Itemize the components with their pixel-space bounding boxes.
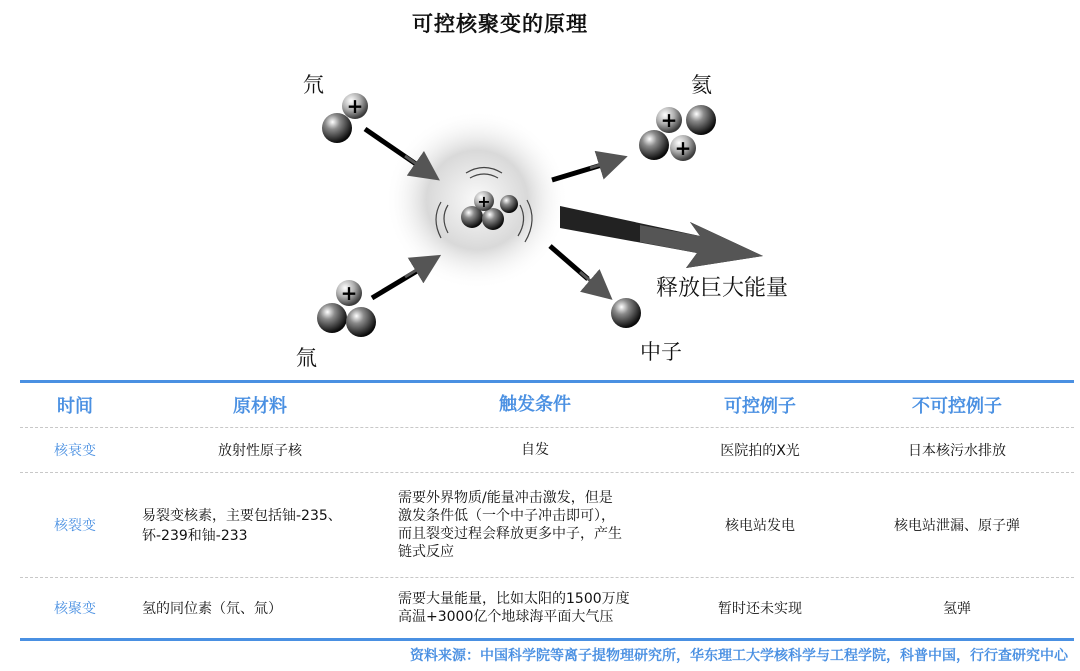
table-cell: 氢弹 bbox=[943, 601, 971, 617]
row-label: 核聚变 bbox=[54, 601, 96, 617]
table-cell: 放射性原子核 bbox=[218, 443, 302, 459]
source-note: 资料来源：中国科学院等离子提物理研究所，华东理工大学核科学与工程学院，科普中国，行行查研究中心 bbox=[410, 648, 1068, 664]
diagram-title: 可控核聚变的原理 bbox=[412, 12, 588, 36]
svg-text:+: + bbox=[477, 192, 491, 211]
label-helium: 氦 bbox=[691, 73, 712, 97]
table-cell: 核电站泄漏、原子弹 bbox=[894, 518, 1020, 534]
svg-text:+: + bbox=[346, 94, 364, 118]
table-cell: 需要大量能量，比如太阳的1500万度 高温+3000亿个地球海平面大气压 bbox=[398, 591, 630, 625]
svg-text:+: + bbox=[674, 136, 692, 160]
table-cell: 自发 bbox=[521, 442, 549, 458]
svg-text:+: + bbox=[340, 281, 358, 305]
header-cell: 时间 bbox=[57, 396, 93, 417]
svg-text:+: + bbox=[660, 108, 678, 132]
table-row bbox=[20, 578, 1074, 638]
fusion-diagram bbox=[0, 40, 1080, 380]
label-deuterium-top: 氘 bbox=[303, 73, 324, 97]
table-cell: 需要外界物质/能量冲击激发，但是 激发条件低（一个中子冲击即可）， 而且裂变过程会释放更多中子，产生 链式反应 bbox=[398, 490, 622, 560]
label-neutron: 中子 bbox=[640, 340, 682, 364]
helium-nucleus bbox=[639, 105, 716, 161]
table-cell: 氢的同位素（氘、氚） bbox=[142, 601, 282, 617]
table-row bbox=[20, 473, 1074, 578]
table-header-row bbox=[20, 383, 1074, 427]
neutron-particle bbox=[611, 298, 641, 328]
row-label: 核裂变 bbox=[54, 518, 96, 534]
table-row bbox=[20, 428, 1074, 473]
table-bottom-rule bbox=[20, 638, 1074, 641]
label-energy: 释放巨大能量 bbox=[656, 276, 789, 301]
header-cell: 触发条件 bbox=[499, 394, 571, 415]
comparison-table bbox=[20, 380, 1074, 641]
table-cell: 暂时还未实现 bbox=[718, 601, 802, 617]
header-cell: 可控例子 bbox=[724, 396, 796, 417]
header-cell: 不可控例子 bbox=[912, 396, 1002, 417]
table-cell: 核电站发电 bbox=[725, 518, 795, 534]
header-cell: 原材料 bbox=[233, 396, 287, 417]
tritium-nucleus bbox=[317, 280, 376, 337]
label-tritium: 氚 bbox=[296, 346, 317, 370]
table-cell: 易裂变核素，主要包括铀-235、 钚-239和铀-233 bbox=[142, 508, 342, 544]
table-cell: 医院拍的X光 bbox=[720, 443, 800, 459]
table-cell: 日本核污水排放 bbox=[908, 443, 1006, 459]
row-label: 核衰变 bbox=[54, 443, 96, 459]
deuterium-nucleus-top bbox=[322, 93, 368, 143]
